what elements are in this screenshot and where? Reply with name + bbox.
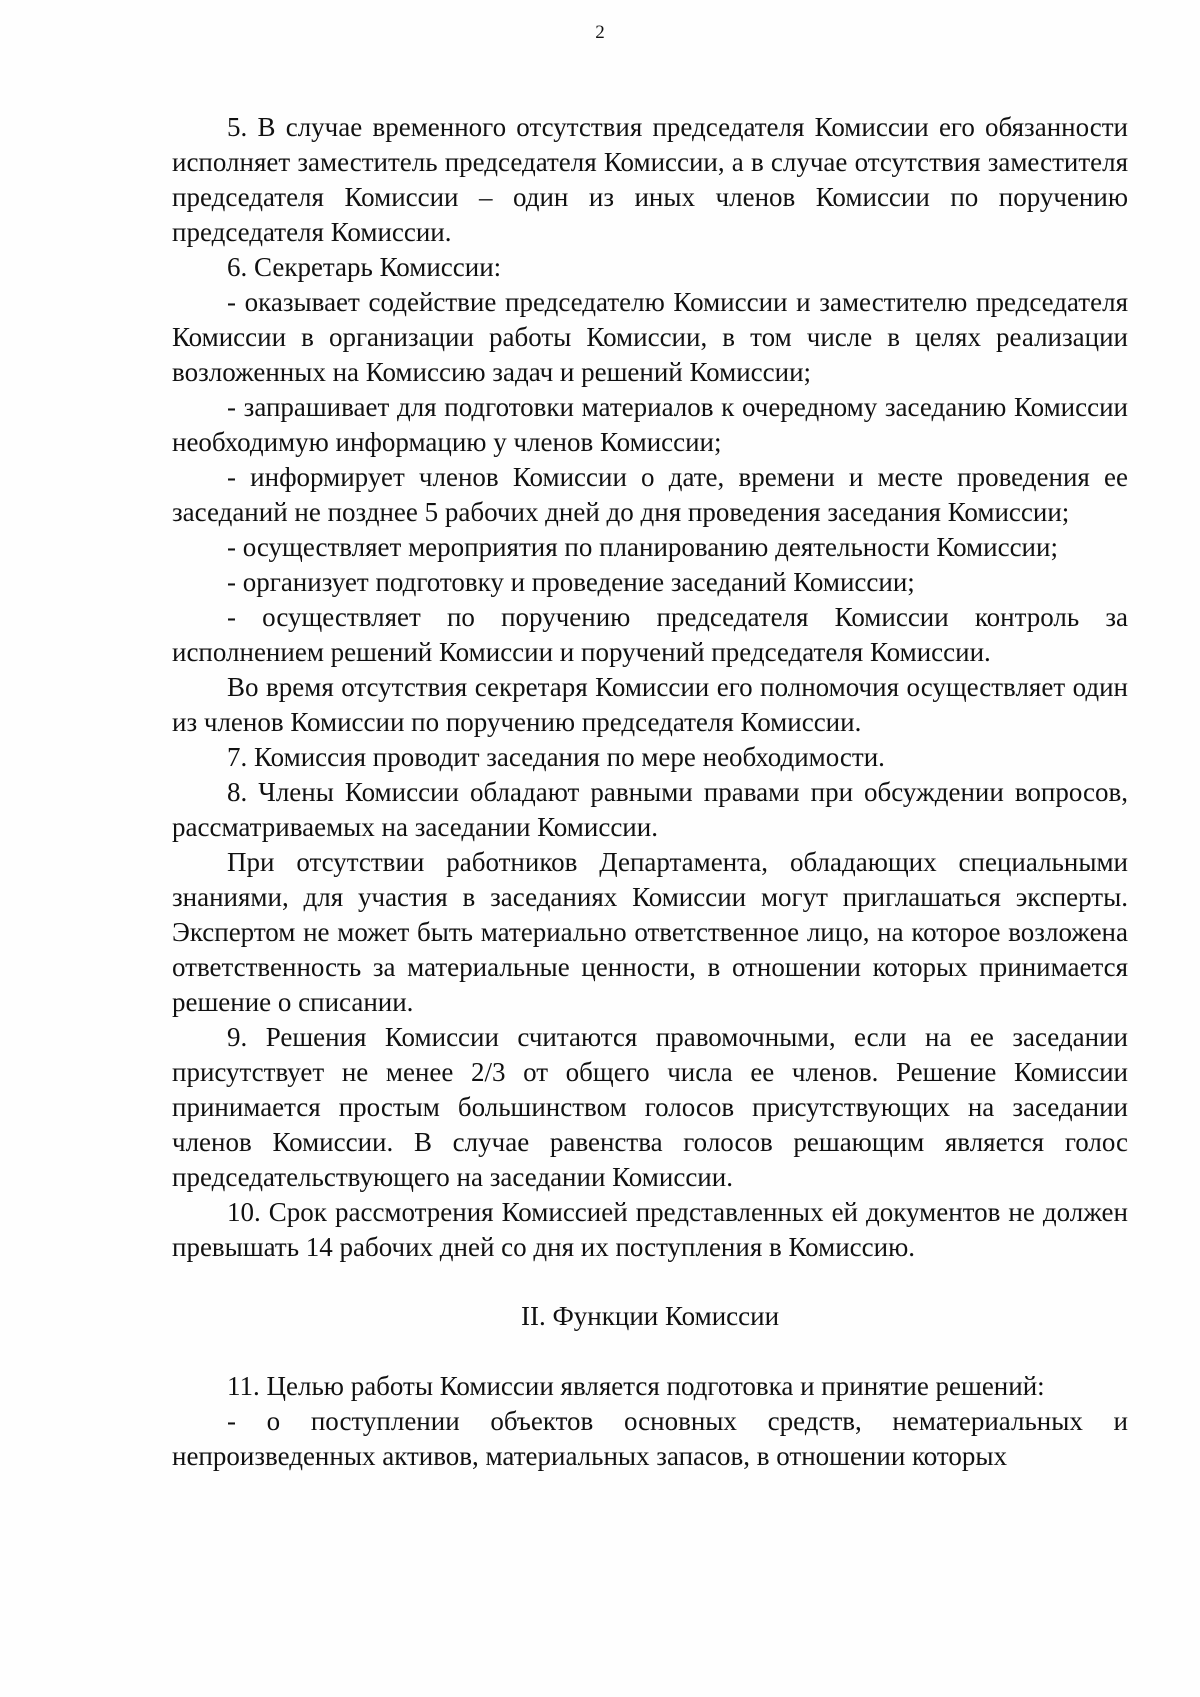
paragraph-5: 5. В случае временного отсутствия председателя Комиссии его обязанности исполняет заместитель председателя Комиссии, а в случае отсутствия заместителя председателя Комиссии – один из иных членов Комиссии по поручению председателя Комиссии. (172, 112, 1128, 247)
list-item: - о поступлении объектов основных средств, нематериальных и непроизведенных активов, материальных запасов, в отношении которых (172, 1406, 1128, 1471)
list-item: - осуществляет по поручению председателя Комиссии контроль за исполнением решений Комиссии и поручений председателя Комиссии. (172, 602, 1128, 667)
paragraph-9: 9. Решения Комиссии считаются правомочными, если на ее заседании присутствует не менее 2/3 от общего числа ее членов. Решение Комиссии принимается простым большинством голосов присутствующих на заседании членов Комиссии. В случае равенства голосов решающим является голос председательствующего на заседании Комиссии. (172, 1022, 1128, 1192)
page-number: 2 (595, 22, 605, 43)
paragraph-secretary-absence: Во время отсутствия секретаря Комиссии его полномочия осуществляет один из членов Комиссии по поручению председателя Комиссии. (172, 672, 1128, 737)
paragraph-6: 6. Секретарь Комиссии: (227, 252, 502, 282)
list-item: - оказывает содействие председателю Комиссии и заместителю председателя Комиссии в организации работы Комиссии, в том числе в целях реализации возложенных на Комиссию задач и решений Комиссии; (172, 287, 1128, 387)
paragraph-10: 10. Срок рассмотрения Комиссией представленных ей документов не должен превышать 14 рабочих дней со дня их поступления в Комиссию. (172, 1197, 1128, 1262)
paragraph-7: 7. Комиссия проводит заседания по мере необходимости. (227, 742, 885, 772)
list-item: - информирует членов Комиссии о дате, времени и месте проведения ее заседаний не позднее 5 рабочих дней до дня проведения заседания Комиссии; (172, 462, 1128, 527)
section-heading: II. Функции Комиссии (520, 1301, 780, 1331)
list-item: - запрашивает для подготовки материалов к очередному заседанию Комиссии необходимую информацию у членов Комиссии; (172, 392, 1128, 457)
list-item: - организует подготовку и проведение заседаний Комиссии; (227, 567, 915, 597)
paragraph-11: 11. Целью работы Комиссии является подготовка и принятие решений: (227, 1371, 1045, 1401)
document-body (172, 110, 1128, 1474)
list-item: - осуществляет мероприятия по планированию деятельности Комиссии; (227, 532, 1058, 562)
paragraph-experts: При отсутствии работников Департамента, обладающих специальными знаниями, для участия в заседаниях Комиссии могут приглашаться эксперты. Экспертом не может быть материально ответственное лицо, на которое возложена ответственность за материальные ценности, в отношении которых принимается решение о списании. (172, 847, 1128, 1017)
paragraph-8: 8. Члены Комиссии обладают равными правами при обсуждении вопросов, рассматриваемых на заседании Комиссии. (172, 777, 1128, 842)
